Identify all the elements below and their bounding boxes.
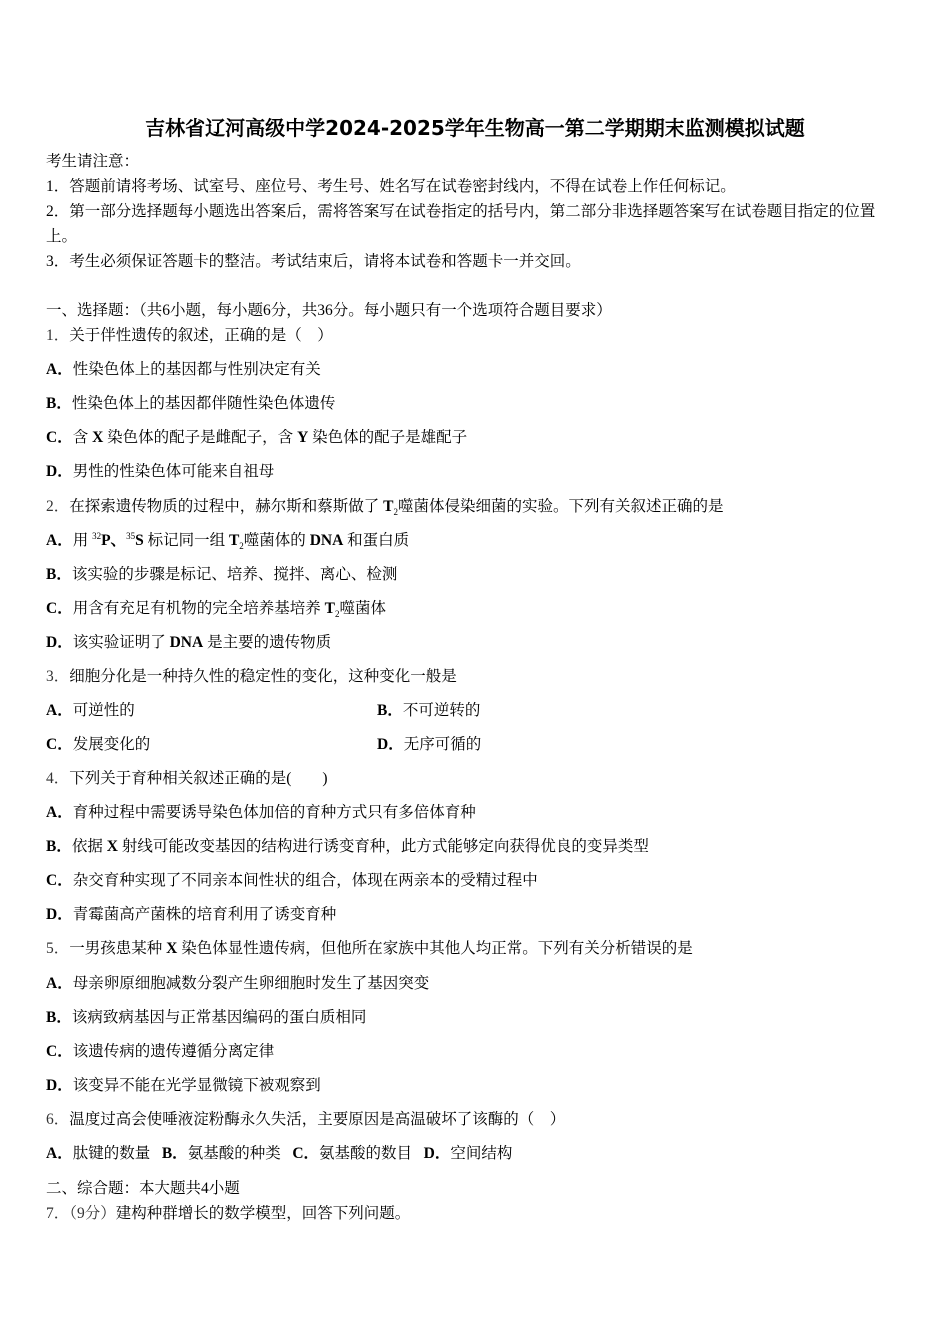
option-text: 标记同一组 [147,532,226,549]
option-text: 用含有充足有机物的完全培养基培养 [72,600,321,617]
question-number: 7． [46,1205,70,1222]
option-label: B． [161,1145,188,1162]
option-text: 无序可循的 [403,736,482,753]
option-text: T [324,600,335,617]
q3-options-row-2 [46,735,906,755]
subscript: 2 [393,507,398,518]
question-number: 1． [46,327,70,344]
option-text: 依据 [71,838,103,855]
notice-item-3: 3．考生必须保证答题卡的整洁。考试结束后，请将本试卷和答题卡一并交回。 [46,253,581,270]
question-3 [46,667,457,687]
option-text: 母亲卵原细胞减数分裂产生卵细胞时发生了基因突变 [72,975,430,992]
q4-option-d[interactable] [46,905,336,925]
option-text: 空间结构 [450,1145,513,1162]
question-6 [46,1110,565,1130]
option-text: 氨基酸的种类 [187,1145,281,1162]
q2-option-c[interactable] [46,599,386,619]
option-label: C． [46,1043,73,1060]
option-text: 该变异不能在光学显微镜下被观察到 [72,1077,321,1094]
q3-option-d[interactable] [377,735,481,755]
q4-option-b[interactable] [46,837,649,857]
q5-option-c[interactable] [46,1042,274,1062]
question-stem: 温度过高会使唾液淀粉酶永久失活，主要原因是高温破坏了该酶的（ ） [69,1111,566,1128]
question-stem: 染色体显性遗传病，但他所在家族中其他人均正常。下列有关分析错误的是 [181,940,693,957]
superscript: 35 [126,530,136,541]
option-label: D． [423,1145,451,1162]
option-label: C． [46,872,73,889]
q4-option-a[interactable] [46,803,476,823]
q2-option-d[interactable] [46,633,331,653]
question-number: 6． [46,1111,70,1128]
question-number: 4． [46,770,70,787]
option-text: 是主要的遗传物质 [207,634,332,651]
q1-option-b[interactable] [46,394,335,414]
question-stem: 一男孩患某种 [69,940,163,957]
option-label: A． [46,361,73,378]
notice-item-1: 1．答题前请将考场、试室号、座位号、考生号、姓名写在试卷密封线内，不得在试卷上作任何标记。 [46,178,736,195]
option-label: B． [46,838,72,855]
question-number: 5． [46,940,70,957]
option-label: A． [46,532,73,549]
q4-option-c[interactable] [46,871,538,891]
question-number: 2． [46,498,70,515]
option-label: A． [46,702,73,719]
option-text: 染色体的配子是雌配子，含 [107,429,294,446]
subscript: 2 [239,541,244,552]
question-stem: 在探索遗传物质的过程中，赫尔斯和蔡斯做了 [69,498,380,515]
q5-option-b[interactable] [46,1008,366,1028]
notice-item-2: 2．第一部分选择题每小题选出答案后，需将答案写在试卷指定的括号内，第二部分非选择题答案写在试卷题目指定的位置上。 [46,203,876,245]
option-text: 该实验的步骤是标记、培养、搅拌、离心、检测 [71,566,398,583]
option-text: T [228,532,240,549]
option-text: 噬菌体 [339,600,386,617]
option-label: A． [46,1145,73,1162]
option-label: C． [46,600,73,617]
option-text: 男性的性染色体可能来自祖母 [72,463,275,480]
option-text: 杂交育种实现了不同亲本间性状的组合，体现在两亲本的受精过程中 [72,872,538,889]
question-stem: 细胞分化是一种持久性的稳定性的变化，这种变化一般是 [69,668,457,685]
option-label: D． [46,906,73,923]
option-text: 含 [72,429,89,446]
option-label: A． [46,975,73,992]
question-number: 3． [46,668,70,685]
question-stem: T [383,498,394,515]
option-text: 该遗传病的遗传遵循分离定律 [72,1043,275,1060]
option-label: B． [46,1009,72,1026]
option-text: 氨基酸的数目 [319,1145,413,1162]
option-text: 用 [72,532,89,549]
q6-option-c[interactable] [292,1145,412,1162]
subscript: 2 [334,609,340,620]
option-text: 噬菌体的 [243,532,306,549]
option-text: Y [297,429,309,446]
option-text: 育种过程中需要诱导染色体加倍的育种方式只有多倍体育种 [72,804,476,821]
q2-option-b[interactable] [46,565,397,585]
q3-option-a[interactable] [46,702,135,719]
notice-heading: 考生请注意： [46,153,140,170]
option-text: 发展变化的 [72,736,151,753]
question-stem: X [166,940,178,957]
option-label: D． [46,634,73,651]
option-text: X [92,429,104,446]
question-stem: 下列关于育种相关叙述正确的是( ) [69,770,328,787]
option-text: P、 [101,532,127,549]
question-stem: 噬菌体侵染细菌的实验。下列有关叙述正确的是 [398,498,724,515]
q3-options-row-1 [46,701,906,721]
q2-option-a[interactable] [46,531,409,551]
q5-option-a[interactable] [46,974,429,994]
option-label: B． [46,395,72,412]
question-5 [46,939,693,959]
option-text: X [106,838,118,855]
q1-option-c[interactable] [46,428,467,448]
option-text: 染色体的配子是雄配子 [312,429,468,446]
option-text: DNA [309,532,344,549]
q1-option-d[interactable] [46,462,274,482]
option-label: C． [46,429,73,446]
question-1 [46,326,333,346]
option-text: S [135,532,144,549]
option-text: 该病致病基因与正常基因编码的蛋白质相同 [71,1009,367,1026]
option-text: 肽键的数量 [72,1145,151,1162]
q6-option-d[interactable] [424,1145,513,1162]
option-text: 该实验证明了 [72,634,166,651]
superscript: 32 [92,530,102,541]
q3-option-b[interactable] [377,701,480,721]
option-text: 性染色体上的基因都与性别决定有关 [72,361,321,378]
option-text: 不可逆转的 [402,702,481,719]
option-text: 青霉菌高产菌株的培育利用了诱变育种 [72,906,337,923]
section-1-heading: 一、选择题：（共6小题，每小题6分，共36分。每小题只有一个选项符合题目要求） [46,302,612,319]
q6-options-row [46,1144,512,1164]
option-text: 射线可能改变基因的结构进行诱变育种，此方式能够定向获得优良的变异类型 [121,838,649,855]
question-7 [46,1204,410,1224]
q6-option-a[interactable] [46,1145,150,1162]
option-text: 性染色体上的基因都伴随性染色体遗传 [71,395,336,412]
option-label: A． [46,804,73,821]
option-label: D． [46,463,73,480]
question-stem: 关于伴性遗传的叙述，正确的是（ ） [69,327,333,344]
option-label: D． [377,736,404,753]
option-text: 可逆性的 [72,702,135,719]
q5-option-d[interactable] [46,1076,321,1096]
option-text: DNA [169,634,204,651]
question-score: （9分） [69,1205,116,1222]
question-4 [46,769,328,789]
option-label: B． [46,566,72,583]
option-text: 和蛋白质 [347,532,410,549]
option-label: D． [46,1077,73,1094]
option-label: C． [46,736,73,753]
option-label: B． [377,702,403,719]
question-stem: 建构种群增长的数学模型，回答下列问题。 [115,1205,411,1222]
question-2 [46,497,724,517]
q1-option-a[interactable] [46,360,321,380]
option-label: C． [292,1145,320,1162]
page-title: 吉林省辽河高级中学2024-2025学年生物高一第二学期期末监测模拟试题 [145,116,805,140]
q3-option-c[interactable] [46,736,150,753]
q6-option-b[interactable] [162,1145,281,1162]
section-2-heading: 二、综合题：本大题共4小题 [46,1180,240,1197]
